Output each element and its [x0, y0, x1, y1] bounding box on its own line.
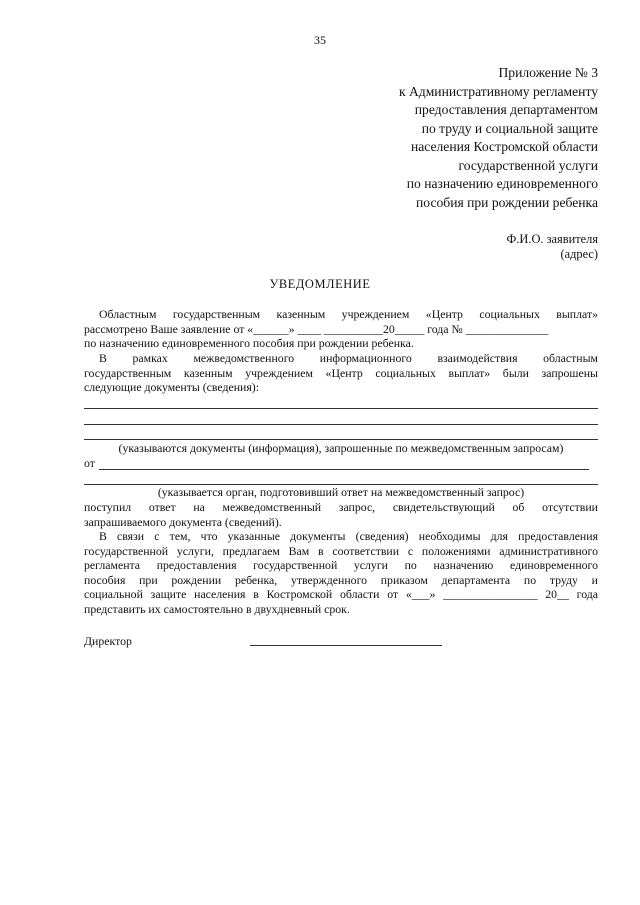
paragraph-proposal — [84, 529, 598, 617]
fill-line — [84, 439, 598, 440]
fill-line — [84, 408, 598, 409]
text-line: государственным казенным учреждением «Центр социальных выплат» были запрошены — [84, 365, 598, 380]
appendix-line: государственной услуги — [458, 157, 598, 173]
text-line: В связи с тем, что указанные документы (сведения) необходимы для предоставления — [99, 529, 598, 543]
appendix-line: Приложение № 3 — [498, 65, 598, 80]
appendix-line: предоставления департаментом — [414, 102, 598, 117]
appendix-line: населения Костромской области — [410, 139, 598, 154]
signature-line — [250, 645, 442, 646]
applicant-block — [507, 232, 598, 262]
caption-documents: (указываются документы (информация), запрошенные по межведомственным запросам) — [118, 441, 564, 455]
fill-line — [84, 424, 598, 425]
appendix-line: по назначению единовременного — [406, 176, 598, 191]
appendix-line: к Административному регламенту — [398, 83, 598, 99]
paragraph-response — [84, 500, 598, 529]
text-line: запрашиваемого документа (сведений). — [84, 514, 282, 529]
paragraph-request — [84, 351, 598, 395]
text-line: по назначению единовременного пособия при рождении ребенка. — [84, 336, 414, 351]
caption-authority: (указывается орган, подготовивший ответ на межведомственный запрос) — [157, 485, 525, 499]
fill-line — [99, 469, 589, 470]
page-number: 35 — [314, 33, 326, 47]
signature-label: Директор — [84, 634, 132, 648]
text-line: следующие документы (сведения): — [84, 380, 259, 395]
text-line: государственной услуги, предлагаем Вам в соответствии с положениями административного — [84, 543, 598, 558]
applicant-name-label: Ф.И.О. заявителя — [506, 232, 598, 246]
document-title: УВЕДОМЛЕНИЕ — [269, 277, 371, 291]
text-line: регламента предоставления государственной услуги по назначению единовременного — [84, 558, 598, 573]
text-line: социальной защите населения в Костромской области от «___» ________________ 20__ года — [84, 587, 598, 602]
text-line: поступил ответ на межведомственный запрос, свидетельствующий об отсутствии — [84, 500, 598, 514]
appendix-line: пособия при рождении ребенка — [416, 194, 598, 210]
text-line: представить их самостоятельно в двухдневный срок. — [84, 601, 350, 616]
text-line: В рамках межведомственного информационного взаимодействия областным — [99, 351, 598, 365]
from-label: от — [84, 456, 95, 470]
applicant-address-label: (адрес) — [560, 247, 598, 261]
appendix-line: по труду и социальной защите — [421, 120, 598, 136]
paragraph-application — [84, 307, 598, 351]
text-line: рассмотрено Ваше заявление от «______» ____ __________20_____ года № ______________ — [84, 321, 549, 336]
text-line: пособия при рождении ребенка, утвержденного приказом департамента по труду и — [84, 572, 598, 587]
appendix-header — [399, 64, 598, 212]
text-line: Областным государственным казенным учреждением «Центр социальных выплат» — [99, 307, 598, 321]
